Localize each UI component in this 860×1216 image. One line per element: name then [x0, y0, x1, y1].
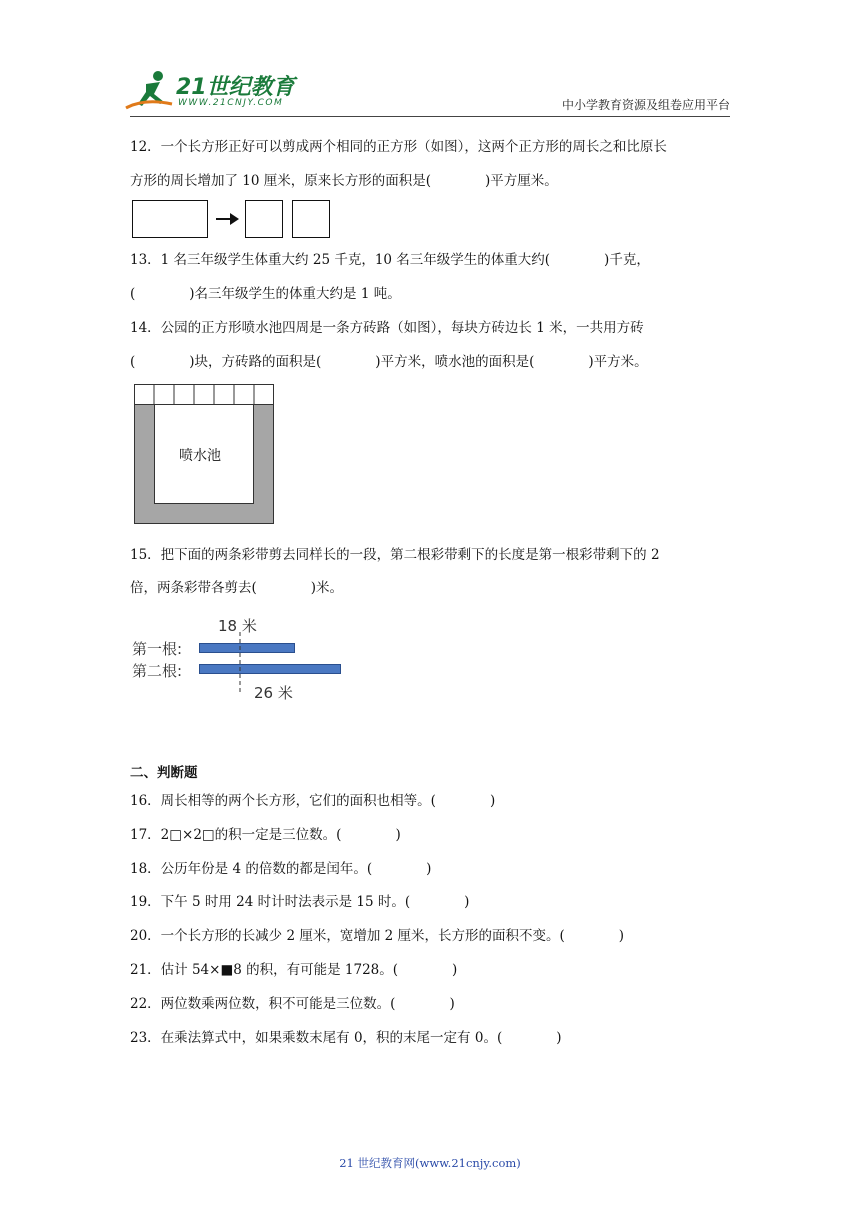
platform-name: 中小学教育资源及组卷应用平台	[561, 98, 730, 112]
square-2	[292, 200, 330, 238]
first-ribbon-length: 18 米	[218, 617, 257, 635]
judgment-item-18: 18．公历年份是 4 的倍数的都是闰年。( )	[130, 861, 432, 877]
logo-url: WWW.21CNJY.COM	[178, 98, 284, 108]
question-14-line-1: 14．公园的正方形喷水池四周是一条方砖路（如图），每块方砖边长 1 米，一共用方砖	[130, 320, 644, 336]
second-ribbon	[199, 664, 341, 674]
question-15-line-1: 15．把下面的两条彩带剪去同样长的一段，第二根彩带剩下的长度是第一根彩带剩下的 2	[130, 547, 660, 563]
cut-dashed-line	[238, 632, 242, 692]
judgment-item-19: 19．下午 5 时用 24 时计时法表示是 15 时。( )	[130, 894, 470, 910]
question-12-line-1: 12．一个长方形正好可以剪成两个相同的正方形（如图），这两个正方形的周长之和比原长	[130, 139, 667, 155]
logo-text: 21世纪教育	[176, 75, 295, 100]
judgment-item-17: 17．2□×2□的积一定是三位数。( )	[130, 827, 401, 843]
second-ribbon-length: 26 米	[254, 684, 293, 702]
judgment-item-16: 16．周长相等的两个长方形，它们的面积也相等。( )	[130, 793, 496, 809]
judgment-item-21: 21．估计 54×■8 的积，有可能是 1728。( )	[130, 962, 458, 978]
question-12-line-2: 方形的周长增加了 10 厘米，原来长方形的面积是( )平方厘米。	[130, 173, 558, 189]
question-13-line-2: ( )名三年级学生的体重大约是 1 吨。	[130, 286, 401, 302]
judgment-item-20: 20．一个长方形的长减少 2 厘米，宽增加 2 厘米，长方形的面积不变。( )	[130, 928, 625, 944]
runner-icon	[124, 68, 176, 114]
second-ribbon-label: 第二根:	[132, 662, 183, 680]
question-13-line-1: 13．1 名三年级学生体重大约 25 千克，10 名三年级学生的体重大约( )千克，	[130, 252, 650, 268]
first-ribbon	[199, 643, 295, 653]
judgment-item-22: 22．两位数乘两位数，积不可能是三位数。( )	[130, 996, 455, 1012]
site-logo	[124, 68, 294, 114]
header-divider	[130, 116, 730, 117]
tile-grid	[134, 384, 274, 405]
pond-label: 喷水池	[179, 448, 221, 464]
section-2-title: 二、判断题	[130, 765, 198, 781]
square-1	[245, 200, 283, 238]
footer-link[interactable]: 21 世纪教育网(www.21cnjy.com)	[339, 1156, 521, 1170]
arrow-right-icon	[214, 211, 240, 227]
question-15-line-2: 倍，两条彩带各剪去( )米。	[130, 580, 344, 596]
first-ribbon-label: 第一根:	[132, 640, 183, 658]
original-rectangle	[132, 200, 208, 238]
question-14-line-2: ( )块，方砖路的面积是( )平方米，喷水池的面积是( )平方米。	[130, 354, 648, 370]
judgment-item-23: 23．在乘法算式中，如果乘数末尾有 0，积的末尾一定有 0。( )	[130, 1030, 562, 1046]
